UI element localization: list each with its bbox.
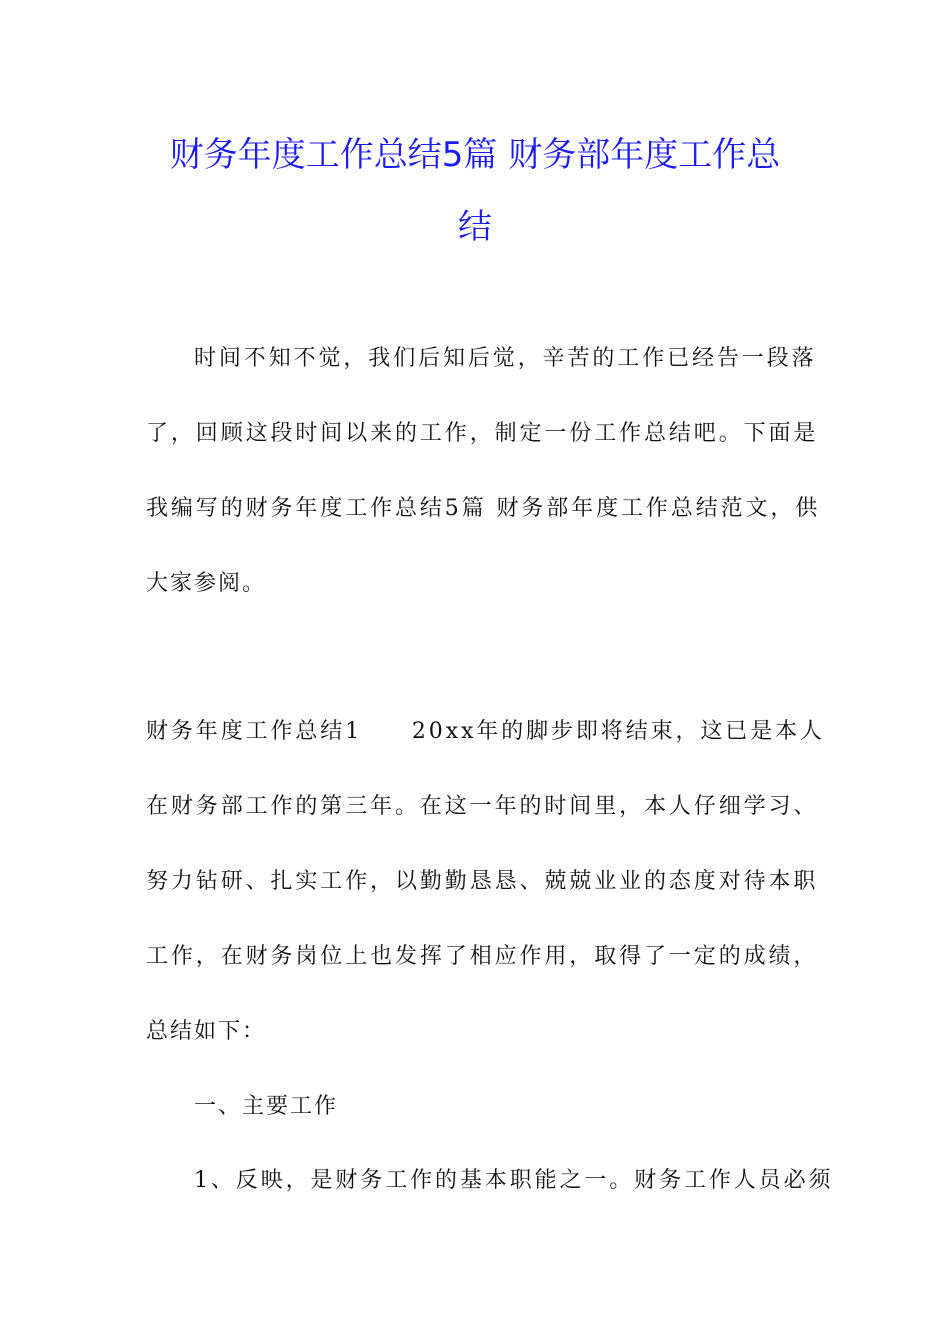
intro-line-3: 我编写的财务年度工作总结5篇 财务部年度工作总结范文，供 [146,496,821,521]
intro-line-4: 大家参阅。 [146,571,267,596]
section1-line-2: 在财务部工作的第三年。在这一年的时间里，本人仔细学习、 [146,794,819,819]
document-title-line-2: 结 [458,207,492,247]
section1-line-5: 总结如下： [146,1019,267,1044]
intro-line-1: 时间不知不觉，我们后知后觉，辛苦的工作已经告一段落 [194,346,817,371]
item-1-line: 1、反映，是财务工作的基本职能之一。财务工作人员必须 [194,1168,834,1193]
section1-line-1: 财务年度工作总结1 20xx年的脚步即将结束，这已是本人 [146,719,825,744]
intro-line-2: 了，回顾这段时间以来的工作，制定一份工作总结吧。下面是 [146,421,819,446]
document-title-line-1: 财务年度工作总结5篇 财务部年度工作总 [169,135,781,175]
section1-line-3: 努力钻研、扎实工作，以勤勤恳恳、兢兢业业的态度对待本职 [146,869,819,894]
section1-line-4: 工作，在财务岗位上也发挥了相应作用，取得了一定的成绩， [146,944,819,969]
heading-main-work: 一、主要工作 [194,1094,339,1119]
